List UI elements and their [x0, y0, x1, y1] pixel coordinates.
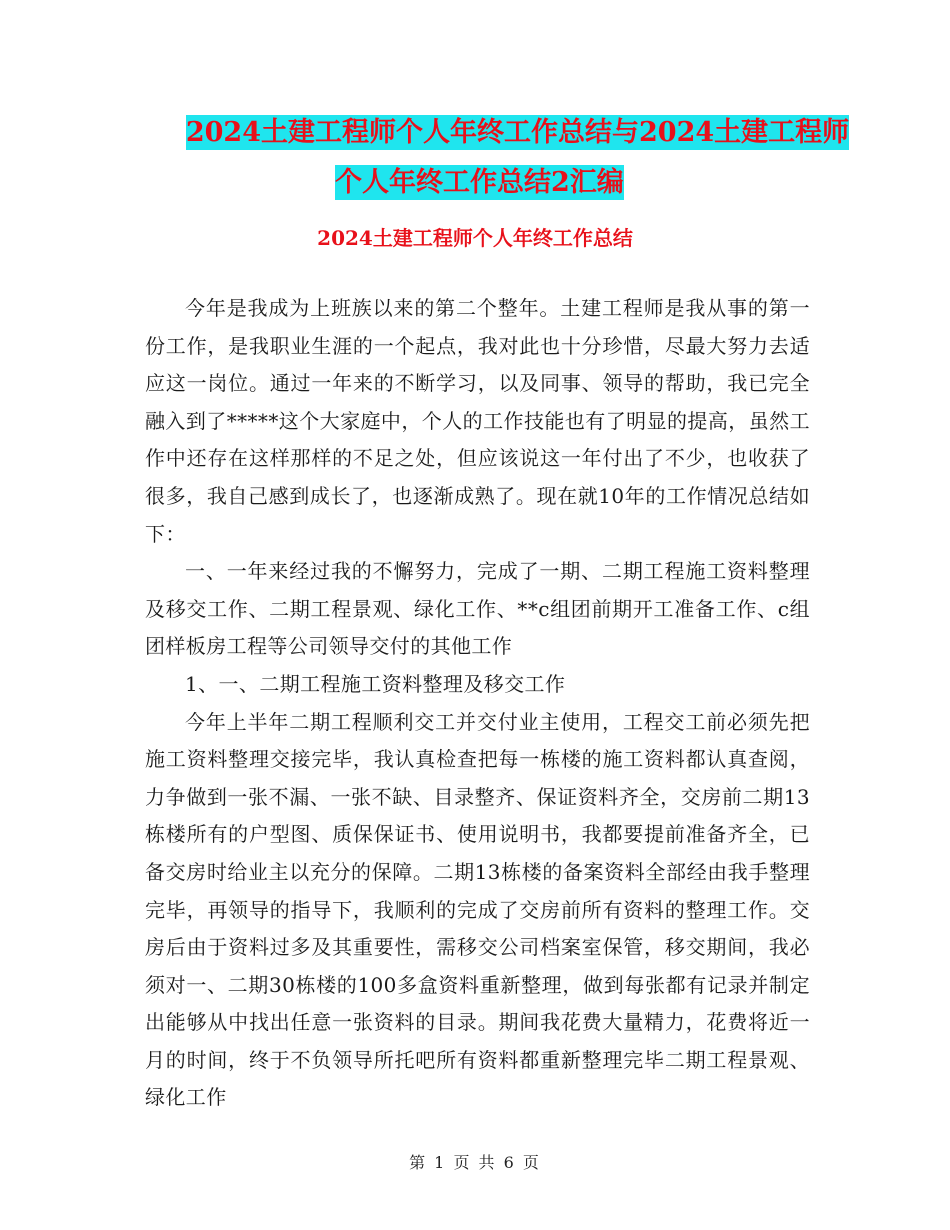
document-title-line-2: 个人年终工作总结2汇编 [335, 167, 624, 198]
document-title [0, 108, 950, 208]
document-body [145, 290, 810, 1117]
section-title: 2024土建工程师个人年终工作总结 [317, 226, 633, 250]
page-footer: 第 1 页 共 6 页 [409, 1153, 541, 1172]
paragraph-subheading-1: 1、一、二期工程施工资料整理及移交工作 [185, 671, 566, 696]
paragraph-details: 今年上半年二期工程顺利交工并交付业主使用，工程交工前必须先把施工资料整理交接完毕，我认真检查把每一栋楼的施工资料都认真查阅，力争做到一张不漏、一张不缺、目录整齐、保证资料齐全，交房前二期13栋楼所有的户型图、质保保证书、使用说明书，我都要提前准备齐全，已备交房时给业主以充分的保障。二期13栋楼的备案资料全部经由我手整理完毕，再领导的指导下，我顺利的完成了交房前所有资料的整理工作。交房后由于资料过多及其重要性，需移交公司档案室保管，移交期间，我必须对一、二期30栋楼的100多盒资料重新整理，做到每张都有记录并制定出能够从中找出任意一张资料的目录。期间我花费大量精力，花费将近一月的时间，终于不负领导所托吧所有资料都重新整理完毕二期工程景观、绿化工作 [145, 709, 810, 1110]
document-title-line-1: 2024土建工程师个人年终工作总结与2024土建工程师 [185, 117, 850, 148]
paragraph-section-one: 一、一年来经过我的不懈努力，完成了一期、二期工程施工资料整理及移交工作、二期工程景观、绿化工作、**c组团前期开工准备工作、c组团样板房工程等公司领导交付的其他工作 [145, 559, 810, 659]
paragraph-intro: 今年是我成为上班族以来的第二个整年。土建工程师是我从事的第一份工作，是我职业生涯的一个起点，我对此也十分珍惜，尽最大努力去适应这一岗位。通过一年来的不断学习，以及同事、领导的帮助，我已完全融入到了*****这个大家庭中，个人的工作技能也有了明显的提高，虽然工作中还存在这样那样的不足之处，但应该说这一年付出了不少，也收获了很多，我自己感到成长了，也逐渐成熟了。现在就10年的工作情况总结如下： [145, 296, 810, 546]
